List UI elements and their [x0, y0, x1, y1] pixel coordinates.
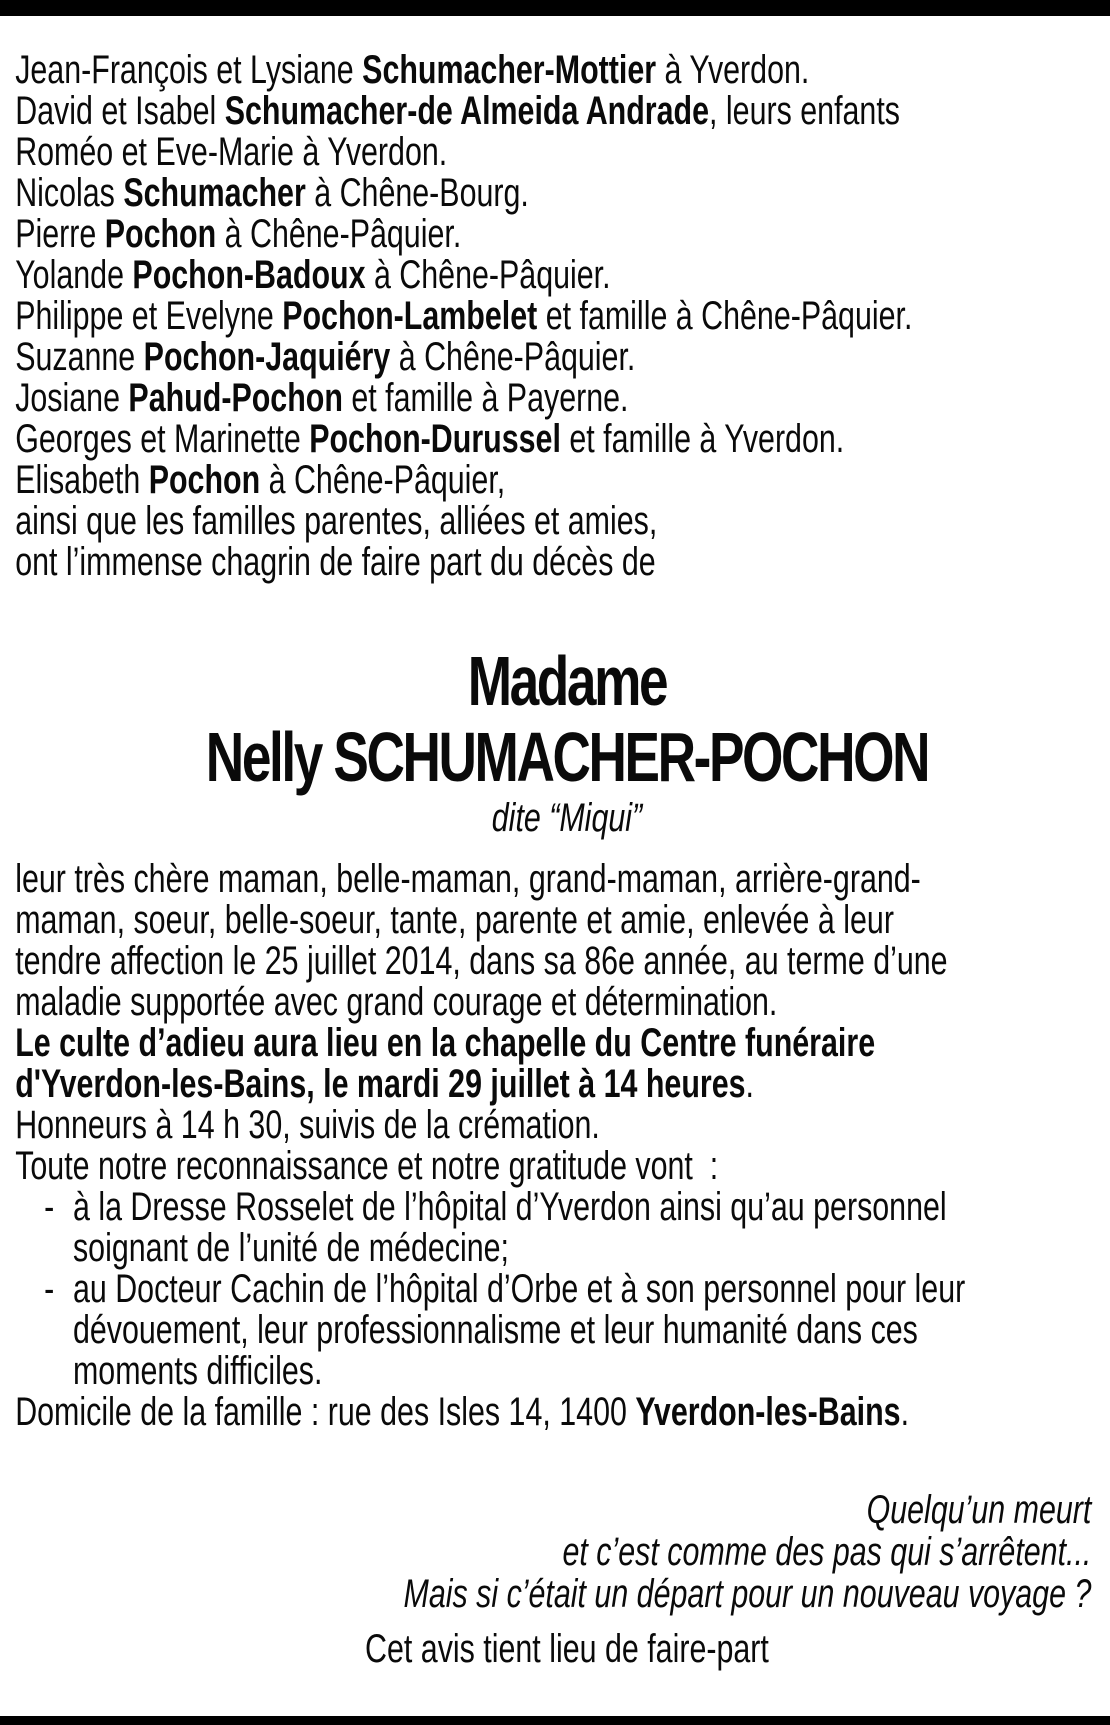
family-name-line	[15, 378, 1109, 419]
name-emphasis: Schumacher-Mottier	[362, 48, 657, 92]
name-emphasis: d'Yverdon-les-Bains, le mardi 29 juillet à 14 heures	[15, 1062, 746, 1106]
family-name-line	[15, 542, 1109, 583]
name-emphasis: Schumacher	[123, 171, 306, 215]
text-run: à Chêne-Bourg.	[305, 171, 529, 215]
text-run: dévouement, leur professionnalisme et leur humanité dans ces	[72, 1308, 918, 1352]
text-run: Pierre	[15, 212, 105, 256]
text-run: ainsi que les familles parentes, alliées et amies,	[15, 499, 658, 543]
text-run: moments difficiles.	[72, 1349, 323, 1393]
name-emphasis: Yverdon-les-Bains	[635, 1390, 901, 1434]
poem-line: Quelqu’un meurt	[866, 1488, 1092, 1532]
text-run: à Yverdon.	[656, 48, 810, 92]
text-run: ont l’immense chagrin de faire part du décès de	[15, 540, 656, 584]
text-run: et famille à Yverdon.	[560, 417, 845, 461]
text-run: Suzanne	[15, 335, 144, 379]
text-run: Toute notre reconnaissance et notre gratitude vont :	[15, 1144, 719, 1188]
list-item-line	[15, 1187, 1109, 1228]
family-name-line	[15, 296, 1109, 337]
text-run: à Chêne-Pâquier.	[216, 212, 462, 256]
family-name-line	[15, 91, 1109, 132]
text-run: leur très chère maman, belle-maman, grand-maman, arrière-grand-	[15, 857, 921, 901]
family-name-line	[15, 419, 1109, 460]
body-line	[15, 982, 1109, 1023]
list-item-continuation	[15, 1310, 1109, 1351]
family-name-line	[15, 173, 1109, 214]
name-emphasis: Pochon-Badoux	[132, 253, 366, 297]
text-run: Honneurs à 14 h 30, suivis de la crémation.	[15, 1103, 600, 1147]
alias-line: dite “Miqui”	[491, 796, 643, 840]
bullet-dash: -	[44, 1267, 55, 1311]
text-run: Nicolas	[15, 171, 124, 215]
text-run: à la Dresse Rosselet de l’hôpital d’Yverdon ainsi qu’au personnel	[72, 1185, 947, 1229]
family-names-block	[15, 50, 1109, 583]
list-item-continuation	[15, 1228, 1109, 1269]
family-name-line	[15, 50, 1109, 91]
text-run: .	[745, 1062, 755, 1106]
body-line	[15, 1064, 1109, 1105]
family-name-line	[15, 501, 1109, 542]
text-run: à Chêne-Pâquier.	[390, 335, 636, 379]
family-name-line	[15, 214, 1109, 255]
text-run: à Chêne-Pâquier,	[260, 458, 506, 502]
text-run: soignant de l’unité de médecine;	[72, 1226, 509, 1270]
deceased-name: Nelly SCHUMACHER-POCHON	[205, 718, 929, 796]
family-name-line	[15, 460, 1109, 501]
text-run: .	[900, 1390, 910, 1434]
list-item-line	[15, 1269, 1109, 1310]
text-run: Josiane	[15, 376, 129, 420]
text-run: David et Isabel	[15, 89, 225, 133]
family-name-line	[15, 132, 1109, 173]
title-salutation: Madame	[467, 642, 667, 720]
text-run: à Chêne-Pâquier.	[365, 253, 611, 297]
body-line	[15, 1146, 1109, 1187]
body-line	[15, 1392, 1109, 1433]
name-emphasis: Pochon	[148, 458, 261, 502]
name-emphasis: Pahud-Pochon	[128, 376, 343, 420]
body-line	[15, 900, 1109, 941]
body-line	[15, 1023, 1109, 1064]
title-block	[0, 643, 1110, 795]
name-emphasis: Pochon-Durussel	[309, 417, 561, 461]
family-name-line	[15, 337, 1109, 378]
family-name-line	[15, 255, 1109, 296]
text-run: au Docteur Cachin de l’hôpital d’Orbe et à son personnel pour leur	[72, 1267, 966, 1311]
text-run: Philippe et Evelyne	[15, 294, 283, 338]
text-run: Roméo et Eve-Marie à Yverdon.	[15, 130, 448, 174]
name-emphasis: Pochon-Jaquiéry	[143, 335, 391, 379]
text-run: Georges et Marinette	[15, 417, 310, 461]
name-emphasis: Le culte d’adieu aura lieu en la chapelle du Centre funéraire	[15, 1021, 876, 1065]
name-emphasis: Pochon-Lambelet	[282, 294, 538, 338]
bullet-dash: -	[44, 1185, 55, 1229]
body-line	[15, 1105, 1109, 1146]
text-run: maman, soeur, belle-soeur, tante, parente et amie, enlevée à leur	[15, 898, 894, 942]
list-item-continuation	[15, 1351, 1109, 1392]
text-run: et famille à Chêne-Pâquier.	[537, 294, 913, 338]
poem-line: et c’est comme des pas qui s’arrêtent...	[562, 1530, 1092, 1574]
text-run: , leurs enfants	[709, 89, 900, 133]
text-run: Yolande	[15, 253, 133, 297]
body-line	[15, 941, 1109, 982]
poem-block	[0, 1489, 1110, 1615]
text-run: Domicile de la famille : rue des Isles 14, 1400	[15, 1390, 636, 1434]
text-run: Jean-François et Lysiane	[15, 48, 363, 92]
text-run: tendre affection le 25 juillet 2014, dans sa 86e année, au terme d’une	[15, 939, 948, 983]
text-run: et famille à Payerne.	[342, 376, 629, 420]
text-run: maladie supportée avec grand courage et détermination.	[15, 980, 778, 1024]
faire-part-note: Cet avis tient lieu de faire-part	[365, 1627, 769, 1671]
body-line	[15, 859, 1109, 900]
poem-line: Mais si c’était un départ pour un nouveau voyage ?	[403, 1572, 1092, 1616]
bottom-rule	[0, 1716, 1110, 1725]
name-emphasis: Pochon	[104, 212, 217, 256]
notice-body-block	[15, 859, 1109, 1433]
text-run: Elisabeth	[15, 458, 149, 502]
name-emphasis: Schumacher-de Almeida Andrade	[224, 89, 710, 133]
